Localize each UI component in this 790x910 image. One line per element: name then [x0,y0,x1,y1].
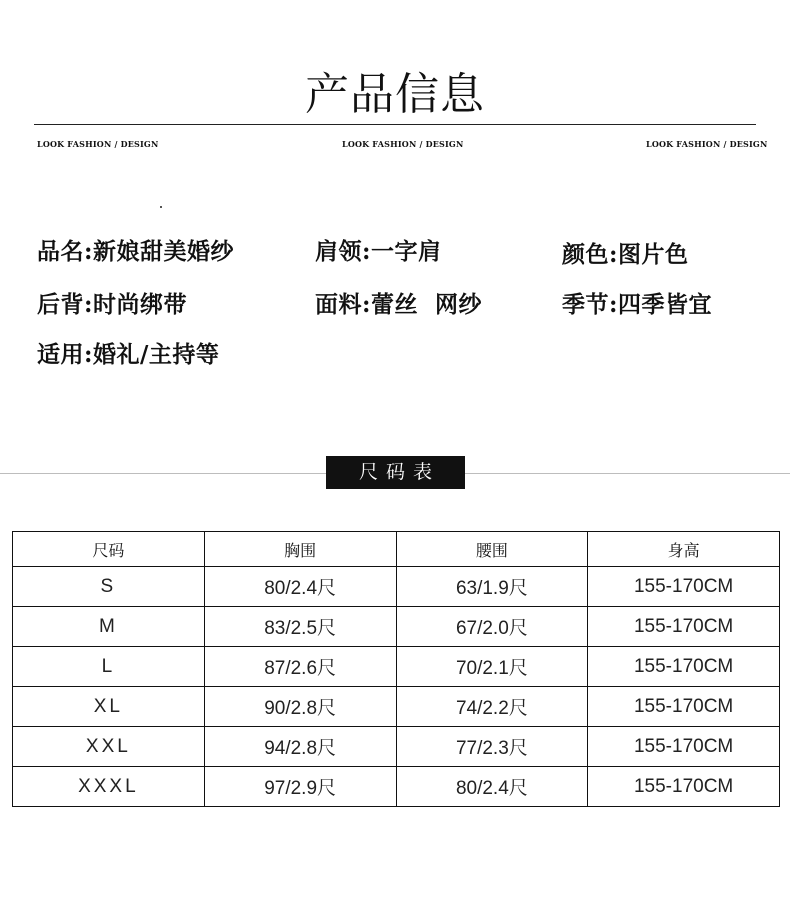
table-row [13,567,780,607]
size-section-title: 尺码表 [326,456,465,489]
table-header-row [13,532,780,567]
info-back: 后背:时尚绑带 [37,291,187,318]
height-cell: 155-170CM [588,727,780,767]
tagline-right: LOOK FASHION / DESIGN [646,139,768,149]
waist-cell: 70/2.1尺 [396,647,588,687]
table-row [13,767,780,807]
height-cell: 155-170CM [588,607,780,647]
waist-cell: 80/2.4尺 [396,767,588,807]
bust-cell: 97/2.9尺 [204,767,396,807]
header-height: 身高 [588,532,780,567]
bust-cell: 94/2.8尺 [204,727,396,767]
header-waist: 腰围 [396,532,588,567]
size-cell: M [13,607,205,647]
height-cell: 155-170CM [588,647,780,687]
size-cell: S [13,567,205,607]
decorative-dot [160,206,162,208]
info-season: 季节:四季皆宜 [562,291,712,318]
waist-cell: 77/2.3尺 [396,727,588,767]
page-title: 产品信息 [305,69,485,120]
bust-cell: 90/2.8尺 [204,687,396,727]
size-cell: XXL [13,727,205,767]
bust-cell: 83/2.5尺 [204,607,396,647]
info-color: 颜色:图片色 [562,241,689,268]
waist-cell: 63/1.9尺 [396,567,588,607]
table-row [13,647,780,687]
height-cell: 155-170CM [588,767,780,807]
bust-cell: 87/2.6尺 [204,647,396,687]
title-divider [34,124,756,125]
table-row [13,727,780,767]
tagline-center: LOOK FASHION / DESIGN [342,139,464,149]
size-cell: L [13,647,205,687]
info-collar: 肩领:一字肩 [315,238,442,265]
height-cell: 155-170CM [588,567,780,607]
table-row [13,687,780,727]
info-usage: 适用:婚礼/主持等 [37,341,220,368]
size-cell: XXXL [13,767,205,807]
size-table [12,531,780,807]
info-product-name: 品名:新娘甜美婚纱 [37,238,234,265]
size-cell: XL [13,687,205,727]
info-fabric: 面料:蕾丝 网纱 [315,291,483,318]
bust-cell: 80/2.4尺 [204,567,396,607]
tagline-left: LOOK FASHION / DESIGN [37,139,159,149]
height-cell: 155-170CM [588,687,780,727]
waist-cell: 74/2.2尺 [396,687,588,727]
table-row [13,607,780,647]
header-size: 尺码 [13,532,205,567]
header-bust: 胸围 [204,532,396,567]
waist-cell: 67/2.0尺 [396,607,588,647]
